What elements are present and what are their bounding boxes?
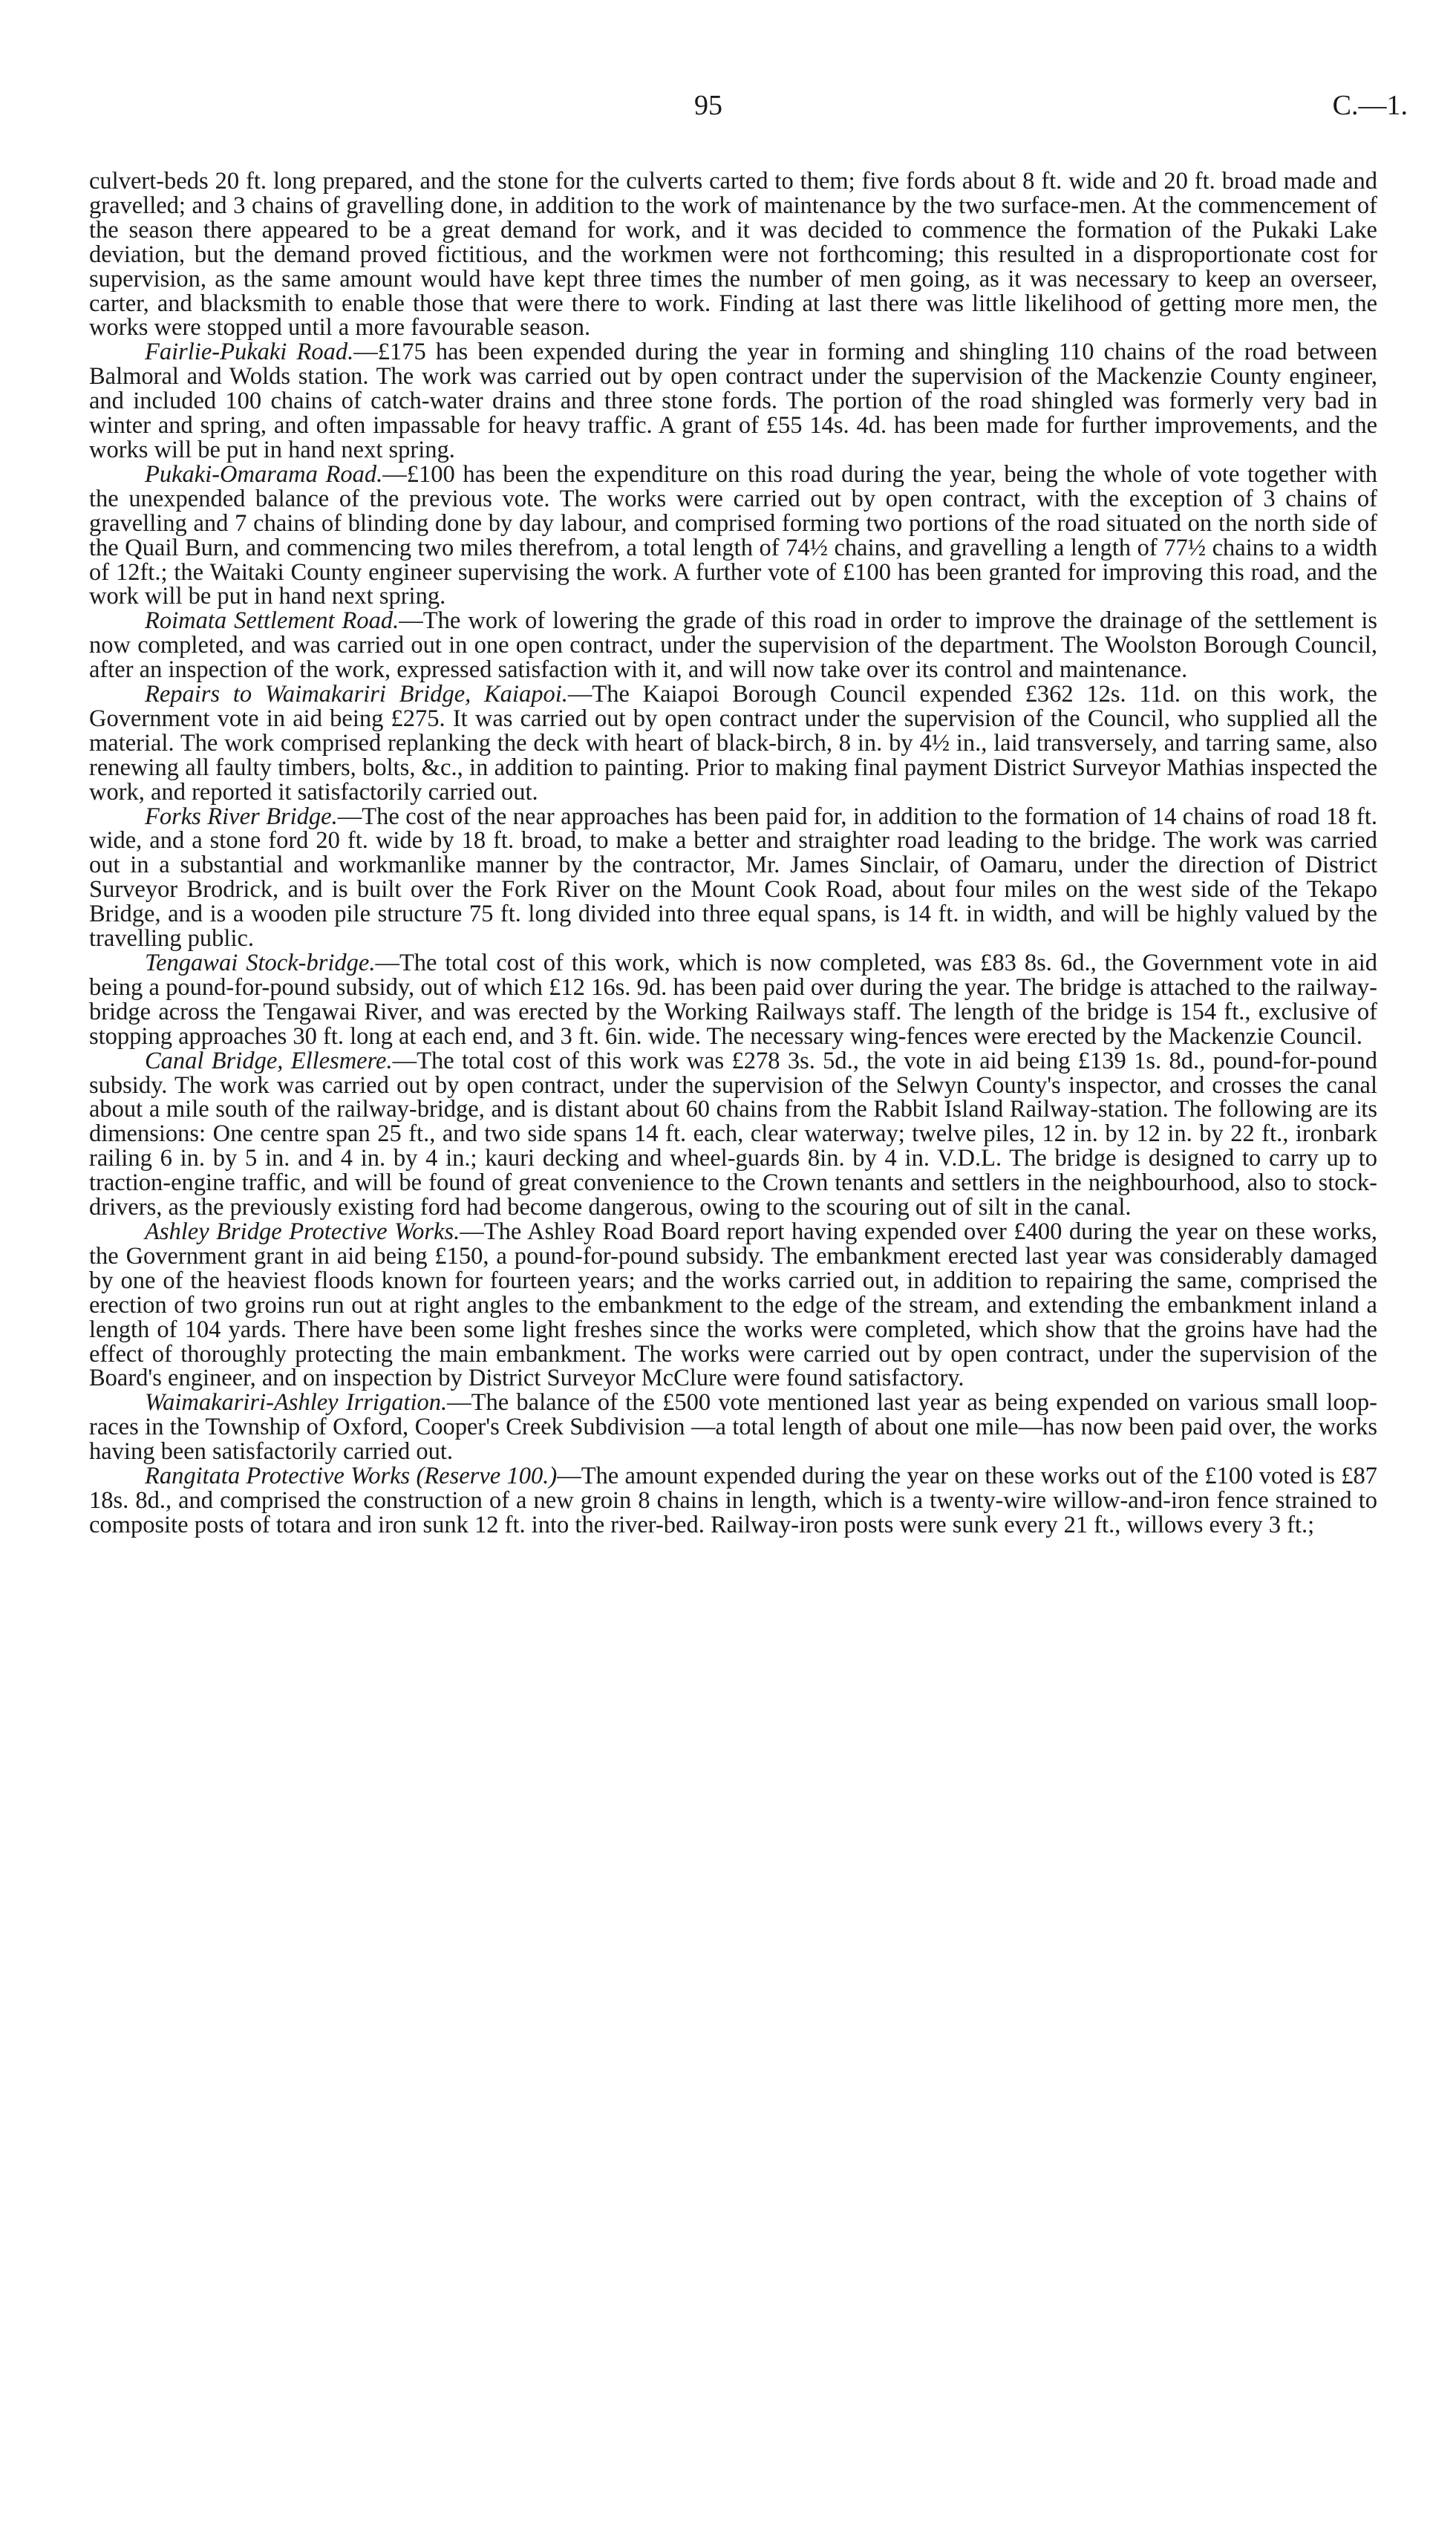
paragraph-text: —The work of lowering the grade of this road in order to improve the drainage of the settlement is now completed, and was carried out in one open contract, under the supervision of the department. The Woolston Borough Council, after an inspection of the work, expressed satisfaction with it, and will now take over its control and maintenance. <box>89 607 1377 684</box>
document-reference: C.—1. <box>1332 90 1408 121</box>
paragraph-text: —The total cost of this work was £278 3s. 5d., the vote in aid being £139 1s. 8d., pound-for-pound subsidy. The work was carried out by open contract, under the supervision of the Selwyn County's inspector, and crosses the canal about a mile south of the railway-bridge, and is distant about 60 chains from the Rabbit Island Railway-station. The following are its dimensions: One centre span 25 ft., and two side spans 14 ft. each, clear waterway; twelve piles, 12 in. by 12 in. by 22 ft., ironbark railing 6 in. by 5 in. and 4 in. by 4 in.; kauri decking and wheel-guards 8in. by 4 in. V.D.L. The bridge is designed to carry up to traction-engine traffic, and will be found of great convenience to the Crown tenants and settlers in the neighbourhood, also to stock-drivers, as the previously existing ford had become dangerous, owing to the scouring out of silt in the canal. <box>89 1047 1377 1221</box>
paragraph-text: —The total cost of this work, which is now completed, was £83 8s. 6d., the Government vote in aid being a pound-for-pound subsidy, out of which £12 16s. 9d. has been paid over during the year. The bridge is attached to the railway-bridge across the Tengawai River, and was erected by the Working Railways staff. The length of the bridge is 154 ft., exclusive of stopping approaches 30 ft. long at each end, and 3 ft. 6in. wide. The necessary wing-fences were erected by the Mackenzie Council. <box>89 950 1377 1050</box>
paragraph-continuation <box>89 169 1377 340</box>
paragraph-fairlie-pukaki-road <box>89 340 1377 463</box>
paragraph-heading: Repairs to Waimakariri Bridge, Kaiapoi. <box>145 681 568 708</box>
paragraph-heading: Waimakariri-Ashley Irrigation. <box>145 1389 448 1417</box>
paragraph-heading: Roimata Settlement Road. <box>145 607 399 635</box>
paragraph-text: —£175 has been expended during the year in forming and shingling 110 chains of the road between Balmoral and Wolds station. The work was carried out by open contract under the supervision of the Mackenzie County engineer, and included 100 chains of catch-water drains and three stone fords. The portion of the road shingled was formerly very bad in winter and spring, and often impassable for heavy traffic. A grant of £55 14s. 4d. has been made for further improvements, and the works will be put in hand next spring. <box>89 339 1378 463</box>
paragraph-waimakariri-bridge-repairs <box>89 682 1377 805</box>
page-header <box>0 89 1456 134</box>
paragraph-text: —The amount expended during the year on these works out of the £100 voted is £87 18s. 8d., and comprised the construction of a new groin 8 chains in length, which is a twenty-wire willow-and-iron fence strained to composite posts of totara and iron sunk 12 ft. into the river-bed. Railway-iron posts were sunk every 21 ft., willows every 3 ft.; <box>89 1463 1377 1538</box>
paragraph-pukaki-omarama-road <box>89 460 1377 610</box>
paragraph-heading: Tengawai Stock-bridge. <box>145 950 376 976</box>
paragraph-text: —The Ashley Road Board report having expended over £400 during the year on these works, the Government grant in aid being £150, a pound-for-pound subsidy. The embankment erected last year was considerably damaged by one of the heaviest floods known for fourteen years; and the works carried out, in addition to repairing the same, comprised the erection of two groins run out at right angles to the embankment to the edge of the stream, and extending the embankment inland a length of 104 yards. There have been some light freshes since the works were completed, which show that the groins have had the effect of thoroughly protecting the main embankment. The works were carried out by open contract, under the supervision of the Board's engineer, and on inspection by District Surveyor McClure were found satisfactory. <box>89 1218 1377 1392</box>
page-number: 95 <box>694 90 722 121</box>
paragraph-tengawai-stock-bridge <box>89 951 1377 1049</box>
body-text <box>89 169 1377 1538</box>
paragraph-forks-river-bridge <box>89 805 1377 951</box>
paragraph-roimata-settlement-road <box>89 609 1377 682</box>
paragraph-heading: Ashley Bridge Protective Works. <box>145 1218 460 1245</box>
paragraph-text: —The cost of the near approaches has been paid for, in addition to the formation of 14 chains of road 18 ft. wide, and a stone ford 20 ft. wide by 18 ft. broad, to make a better and straighter road leading to the bridge. The work was carried out in a substantial and workmanlike manner by the contractor, Mr. James Sinclair, of Oamaru, under the direction of District Surveyor Brodrick, and is built over the Fork River on the Mount Cook Road, about four miles on the west side of the Tekapo Bridge, and is a wooden pile structure 75 ft. long divided into three equal spans, is 14 ft. in width, and will be highly valued by the travelling public. <box>89 803 1377 953</box>
paragraph-heading: Forks River Bridge. <box>145 803 338 830</box>
paragraph-rangitata-protective-works <box>89 1464 1377 1538</box>
paragraph-text: —The balance of the £500 vote mentioned last year as being expended on various small loop-races in the Township of Oxford, Cooper's Creek Subdivision —a total length of about one mile—has now been paid over, the works having been satisfactorily carried out. <box>89 1389 1377 1466</box>
paragraph-heading: Canal Bridge, Ellesmere. <box>145 1047 393 1074</box>
paragraph-heading: Fairlie-Pukaki Road. <box>145 339 354 366</box>
paragraph-heading: Pukaki-Omarama Road. <box>145 460 383 488</box>
paragraph-text: —£100 has been the expenditure on this road during the year, being the whole of vote together with the unexpended balance of the previous vote. The works were carried out by open contract, with the exception of 3 chains of gravelling and 7 chains of blinding done by day labour, and comprised forming two portions of the road situated on the north side of the Quail Burn, and commencing two miles therefrom, a total length of 74½ chains, and gravelling a length of 77½ chains to a width of 12ft.; the Waitaki County engineer supervising the work. A further vote of £100 has been granted for improving this road, and the work will be put in hand next spring. <box>89 460 1377 610</box>
paragraph-ashley-bridge-protective-works <box>89 1220 1377 1391</box>
paragraph-waimakariri-ashley-irrigation <box>89 1391 1377 1464</box>
paragraph-canal-bridge-ellesmere <box>89 1049 1377 1220</box>
paragraph-text: —The Kaiapoi Borough Council expended £362 12s. 11d. on this work, the Government vote in aid being £275. It was carried out by open contract under the supervision of the Council, who supplied all the material. The work comprised replanking the deck with heart of black-birch, 8 in. by 4½ in., laid transversely, and tarring same, also renewing all faulty timbers, bolts, &c., in addition to painting. Prior to making final payment District Surveyor Mathias inspected the work, and reported it satisfactorily carried out. <box>89 681 1377 806</box>
paragraph-text: culvert-beds 20 ft. long prepared, and the stone for the culverts carted to them; five fords about 8 ft. wide and 20 ft. broad made and gravelled; and 3 chains of gravelling done, in addition to the work of maintenance by the two surface-men. At the commencement of the season there appeared to be a great demand for work, and it was decided to commence the formation of the Pukaki Lake deviation, but the demand proved fictitious, and the workmen were not forthcoming; this resulted in a disproportionate cost for supervision, as the same amount would have kept three times the number of men going, as it was necessary to keep an overseer, carter, and blacksmith to enable those that were there to work. Finding at last there was little likelihood of getting more men, the works were stopped until a more favourable season. <box>89 168 1377 342</box>
paragraph-heading: Rangitata Protective Works (Reserve 100.) <box>145 1463 558 1490</box>
